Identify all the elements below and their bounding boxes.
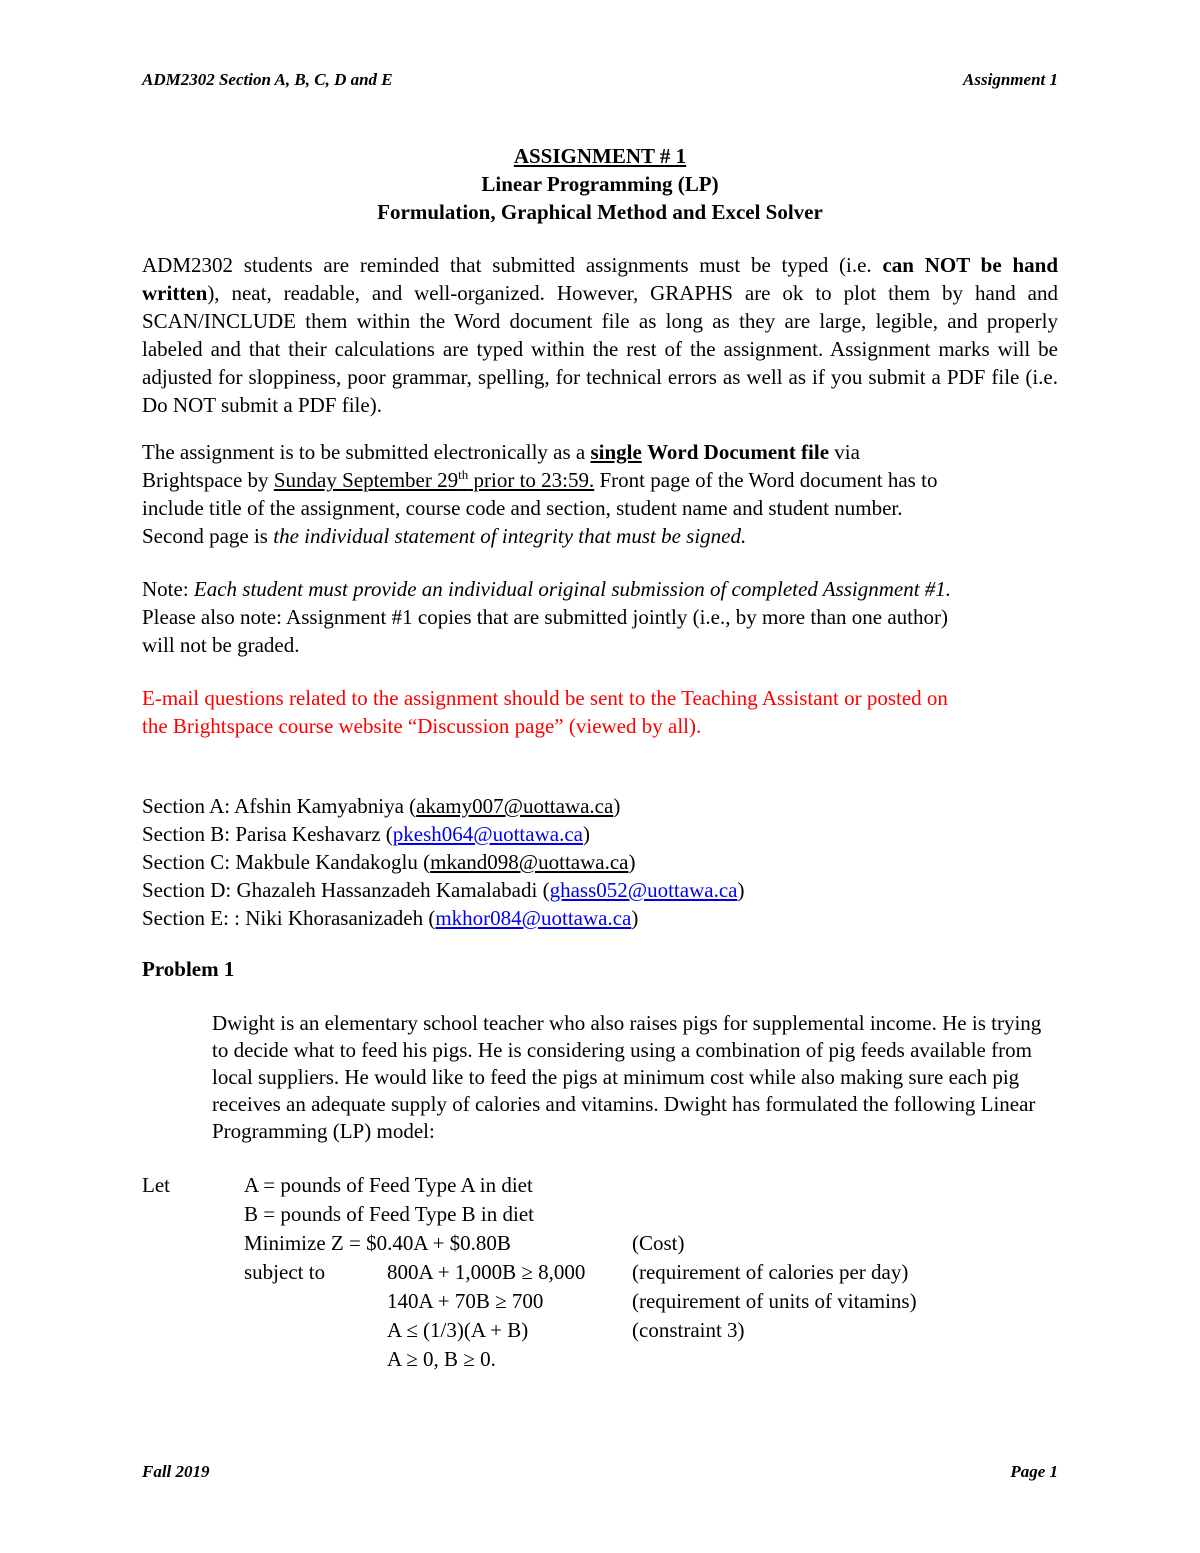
ta-section-e: Section E: : Niki Khorasanizadeh (mkhor084@uottawa.ca) bbox=[142, 906, 639, 930]
ta-email-e[interactable]: mkhor084@uottawa.ca bbox=[435, 906, 632, 930]
lp-objective-note: (Cost) bbox=[632, 1231, 685, 1255]
email-notice: E-mail questions related to the assignment should be sent to the Teaching Assistant or posted on the Brightspace course website “Discussion page” (viewed by all). bbox=[142, 686, 948, 738]
ta-section-a: Section A: Afshin Kamyabniya (akamy007@uottawa.ca) bbox=[142, 794, 621, 818]
footer-page: Page 1 bbox=[1010, 1462, 1058, 1481]
header-course: ADM2302 Section A, B, C, D and E bbox=[142, 70, 393, 89]
assignment-subtitle: Linear Programming (LP) bbox=[481, 172, 719, 196]
lp-objective: Minimize Z = $0.40A + $0.80B bbox=[244, 1231, 511, 1255]
due-date: Sunday September 29th prior to 23:59. bbox=[273, 467, 595, 492]
problem-description: Dwight is an elementary school teacher who also raises pigs for supplemental income. He is trying to decide what to feed his pigs. He is considering using a combination of pig feeds available from local suppliers. He would like to feed the pigs at minimum cost while also making sure each pig receives an adequate supply of calories and vitamins. Dwight has formulated the following Linear Programming (LP) model: bbox=[212, 1011, 1042, 1143]
lp-constraint-1-note: (requirement of calories per day) bbox=[632, 1260, 909, 1284]
lp-subject-to: subject to bbox=[244, 1260, 326, 1284]
title-block bbox=[0, 142, 1200, 226]
assignment-title: ASSIGNMENT # 1 bbox=[513, 144, 687, 168]
note-paragraph: Note: Each student must provide an individual original submission of completed Assignment #1. Please also note: Assignment #1 copies that are submitted jointly (i.e., by more than one author) will not be graded. bbox=[142, 577, 952, 657]
lp-constraint-2-note: (requirement of units of vitamins) bbox=[632, 1289, 917, 1313]
ta-email-c[interactable]: mkand098@uottawa.ca bbox=[430, 850, 629, 874]
header-assignment: Assignment 1 bbox=[963, 70, 1058, 89]
lp-constraint-2: 140A + 70B ≥ 700 bbox=[387, 1289, 544, 1313]
assignment-topics: Formulation, Graphical Method and Excel Solver bbox=[377, 200, 823, 224]
footer-term: Fall 2019 bbox=[142, 1462, 210, 1481]
ta-section-c: Section C: Makbule Kandakoglu (mkand098@uottawa.ca) bbox=[142, 850, 636, 874]
intro-paragraph: ADM2302 students are reminded that submitted assignments must be typed (i.e. can NOT be hand written), neat, readable, and well-organized. However, GRAPHS are ok to plot them by hand and SCAN/INCLUDE them within the Word document file as long as they are large, legible, and properly labeled and that their calculations are typed within the rest of the assignment. Assignment marks will be adjusted for sloppiness, poor grammar, spelling, for technical errors as well as if you submit a PDF file (i.e. Do NOT submit a PDF file). bbox=[142, 253, 1058, 417]
lp-model bbox=[142, 1171, 1058, 1374]
ta-contacts bbox=[142, 792, 1058, 932]
ta-section-b: Section B: Parisa Keshavarz (pkesh064@uottawa.ca) bbox=[142, 822, 590, 846]
lp-constraint-3: A ≤ (1/3)(A + B) bbox=[387, 1318, 529, 1342]
ta-section-d: Section D: Ghazaleh Hassanzadeh Kamalabadi (ghass052@uottawa.ca) bbox=[142, 878, 745, 902]
problem-heading: Problem 1 bbox=[142, 957, 235, 981]
lp-constraint-1: 800A + 1,000B ≥ 8,000 bbox=[387, 1260, 586, 1284]
lp-var-a: A = pounds of Feed Type A in diet bbox=[244, 1173, 533, 1197]
ta-email-a[interactable]: akamy007@uottawa.ca bbox=[416, 794, 614, 818]
lp-var-b: B = pounds of Feed Type B in diet bbox=[244, 1202, 534, 1226]
lp-let: Let bbox=[142, 1173, 170, 1197]
lp-constraint-3-note: (constraint 3) bbox=[632, 1318, 745, 1342]
lp-nonnegativity: A ≥ 0, B ≥ 0. bbox=[387, 1347, 496, 1371]
submission-paragraph: The assignment is to be submitted electronically as a single Word Document file via Brightspace by Sunday September 29th prior to 23:59. Front page of the Word document has to include title of the assignment, course code and section, student name and student number. Second page is the individual statement of integrity that must be signed. bbox=[142, 440, 938, 548]
ta-email-d[interactable]: ghass052@uottawa.ca bbox=[549, 878, 738, 902]
ta-email-b[interactable]: pkesh064@uottawa.ca bbox=[392, 822, 583, 846]
